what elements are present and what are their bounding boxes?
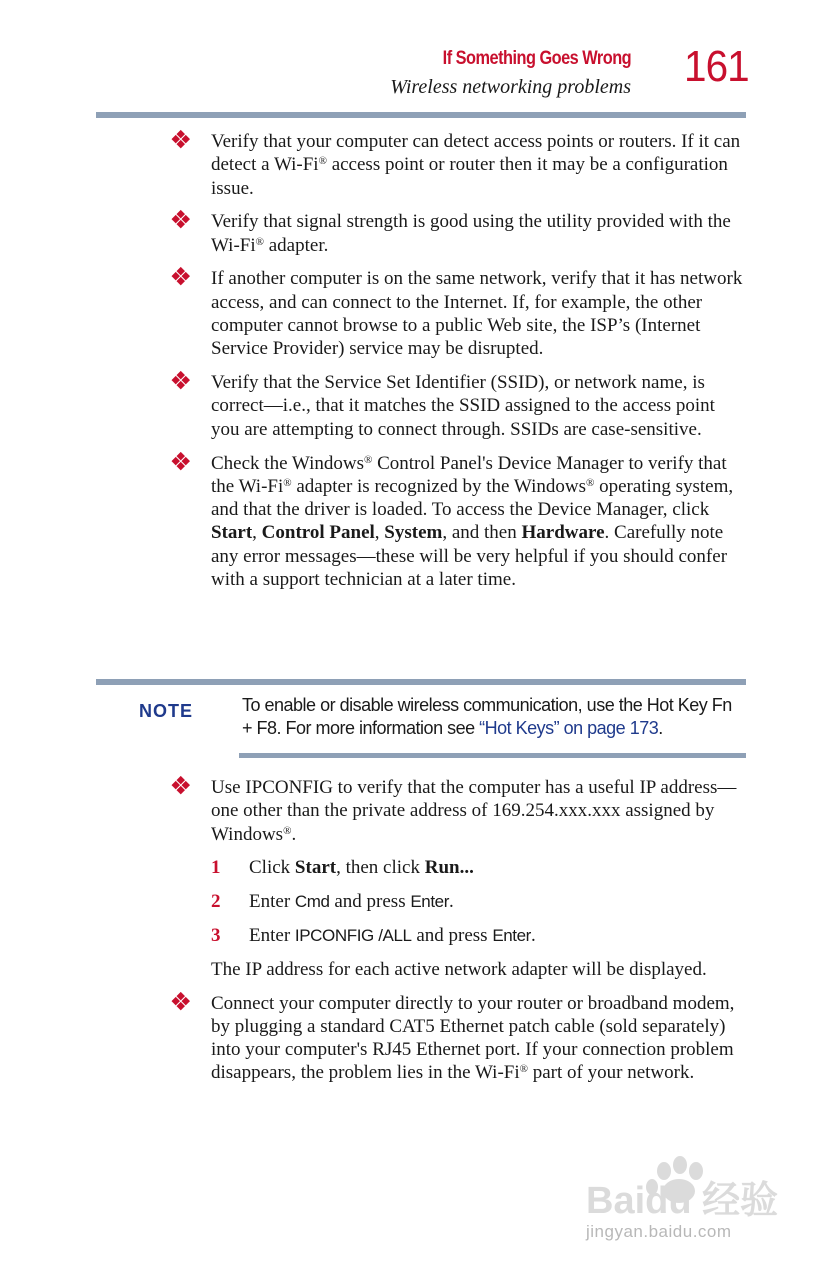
diamond-bullet-icon bbox=[173, 453, 189, 469]
diamond-bullet-icon bbox=[173, 268, 189, 284]
header-rule bbox=[96, 112, 746, 118]
watermark-url: jingyan.baidu.com bbox=[586, 1222, 732, 1241]
note-bottom-rule bbox=[239, 753, 746, 758]
list-item: Check the Windows® Control Panel's Device Manager to verify that the Wi-Fi® adapter is recognized by the Windows® operating system, and that the driver is loaded. To access the Device Manager, click Start, Control Panel, System, and then Hardware. Carefully note any error messages—these will be very helpful if you should confer with a support technician at a later time. bbox=[211, 452, 746, 592]
bullet-list-top bbox=[0, 130, 821, 602]
section-title: Wireless networking problems bbox=[390, 76, 631, 98]
page-number: 161 bbox=[684, 42, 749, 91]
list-item: Verify that the Service Set Identifier (SSID), or network name, is correct—i.e., that it matches the SSID assigned to the access point you are attempting to connect through. SSIDs are case-sensitive. bbox=[211, 371, 746, 441]
diamond-bullet-icon bbox=[173, 777, 189, 793]
note-text: To enable or disable wireless communication, use the Hot Key Fn + F8. For more information see “Hot Keys” on page 173. bbox=[242, 695, 732, 738]
note-top-rule bbox=[96, 679, 746, 685]
ip-address-note: The IP address for each active network adapter will be displayed. bbox=[211, 958, 707, 980]
chapter-title: If Something Goes Wrong bbox=[442, 48, 631, 69]
step-item: 1 Click Start, then click Run... bbox=[211, 857, 474, 879]
list-item: Verify that your computer can detect access points or routers. If it can detect a Wi-Fi® access point or router then it may be a configuration issue. bbox=[211, 130, 746, 200]
diamond-bullet-icon bbox=[173, 131, 189, 147]
step-number: 3 bbox=[211, 924, 221, 946]
diamond-bullet-icon bbox=[173, 372, 189, 388]
diamond-bullet-icon bbox=[173, 993, 189, 1009]
diamond-bullet-icon bbox=[173, 211, 189, 227]
hot-keys-link[interactable]: “Hot Keys” on page 173 bbox=[479, 718, 659, 738]
list-item: Use IPCONFIG to verify that the computer has a useful IP address—one other than the private address of 169.254.xxx.xxx assigned by Windows®. bbox=[211, 776, 746, 846]
watermark-brand: Baidu 经验 bbox=[586, 1180, 779, 1222]
step-number: 1 bbox=[211, 857, 221, 879]
note-label: NOTE bbox=[139, 701, 194, 721]
step-item: 3 Enter IPCONFIG /ALL and press Enter. bbox=[211, 924, 536, 946]
step-number: 2 bbox=[211, 891, 221, 913]
list-item: Connect your computer directly to your router or broadband modem, by plugging a standard CAT5 Ethernet patch cable (sold separately) into your computer's RJ45 Ethernet port. If your connection problem disappears, the problem lies in the Wi-Fi® part of your network. bbox=[211, 992, 746, 1085]
step-item: 2 Enter Cmd and press Enter. bbox=[211, 891, 454, 913]
list-item: Verify that signal strength is good using the utility provided with the Wi-Fi® adapter. bbox=[211, 210, 746, 257]
bullet-list-bottom bbox=[0, 776, 821, 1095]
list-item: If another computer is on the same network, verify that it has network access, and can connect to the Internet. If, for example, the other computer cannot browse to a public Web site, the ISP’s (Internet Service Provider) service may be disrupted. bbox=[211, 267, 746, 360]
